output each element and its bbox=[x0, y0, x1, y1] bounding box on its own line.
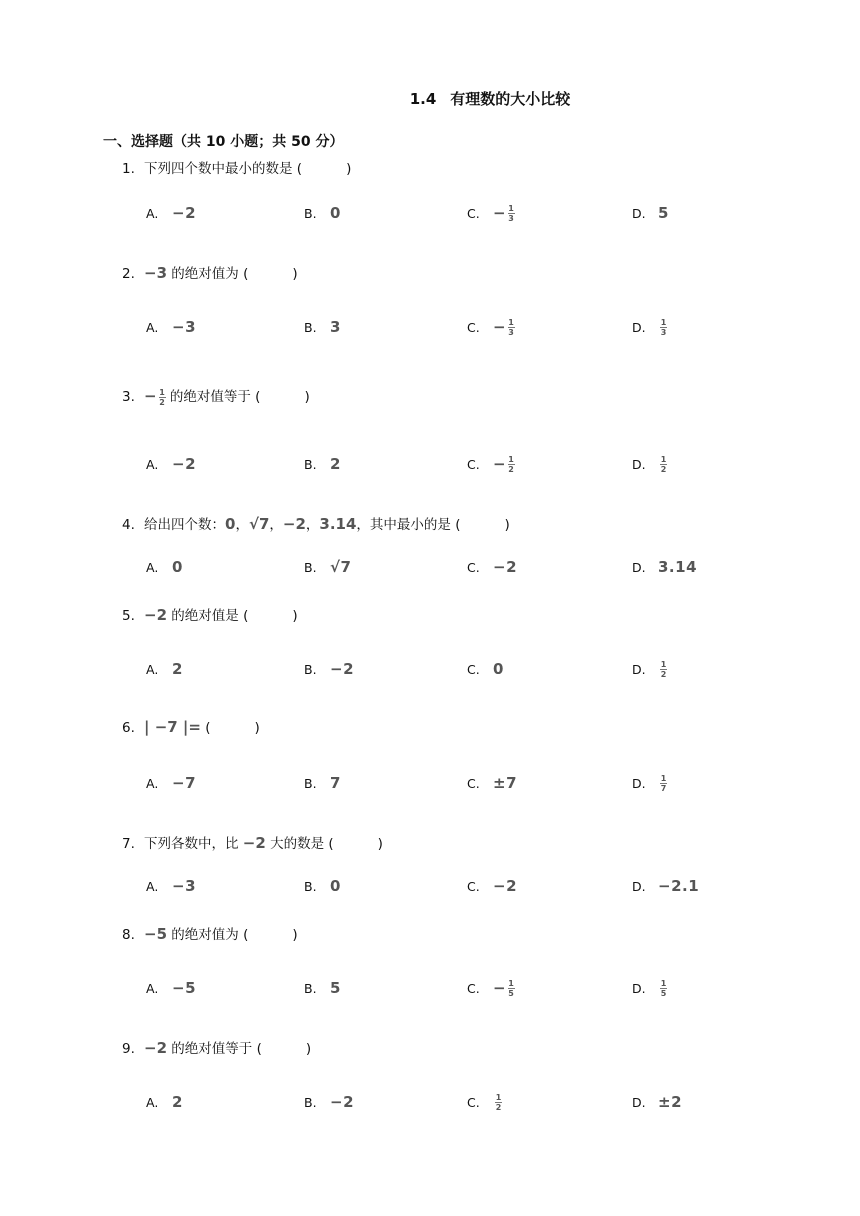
option-a[interactable]: A. 2 bbox=[146, 1093, 183, 1111]
fraction: $\frac{1}{3}$ bbox=[508, 203, 514, 223]
option-d[interactable]: D. $\frac{1}{5}$ bbox=[632, 978, 667, 998]
option-a[interactable]: A. −2 bbox=[146, 204, 197, 222]
fraction: $\frac{1}{5}$ bbox=[508, 978, 514, 998]
options-8 bbox=[0, 973, 860, 1003]
question-1: 1. 下列四个数中最小的数是 ( ) bbox=[122, 161, 352, 177]
title-number: 1.4 bbox=[409, 90, 437, 108]
option-c[interactable]: C. 0 bbox=[467, 660, 504, 678]
option-a[interactable]: A. 2 bbox=[146, 660, 183, 678]
option-c[interactable]: C. $\frac{1}{2}$ bbox=[467, 1092, 502, 1112]
fraction: $\frac{1}{2}$ bbox=[495, 1092, 502, 1112]
fraction: $\frac{1}{5}$ bbox=[660, 978, 667, 998]
question-9: 9. −2 的绝对值等于 ( ) bbox=[122, 1039, 312, 1057]
options-6 bbox=[0, 768, 860, 798]
option-c[interactable]: C. −2 bbox=[467, 558, 518, 576]
option-b[interactable]: B. −2 bbox=[304, 1093, 355, 1111]
option-c[interactable]: C. ±7 bbox=[467, 774, 518, 792]
option-d[interactable]: D. 3.14 bbox=[632, 558, 698, 576]
option-a[interactable]: A. −3 bbox=[146, 318, 197, 336]
options-7 bbox=[0, 871, 860, 901]
option-b[interactable]: B. 7 bbox=[304, 774, 341, 792]
question-3: 3. − $\frac{1}{2}$ 的绝对值等于 ( ) bbox=[122, 387, 310, 407]
option-b[interactable]: B. 3 bbox=[304, 318, 341, 336]
option-d[interactable]: D. $\frac{1}{7}$ bbox=[632, 773, 667, 793]
question-4: 4. 给出四个数：0，√7，−2，3.14，其中最小的是 ( ) bbox=[122, 515, 510, 533]
fraction: $\frac{1}{3}$ bbox=[660, 317, 667, 337]
question-8: 8. −5 的绝对值为 ( ) bbox=[122, 925, 298, 943]
option-b[interactable]: B. 0 bbox=[304, 877, 341, 895]
option-c[interactable]: C. − $\frac{1}{5}$ bbox=[467, 978, 514, 998]
options-2 bbox=[0, 312, 860, 342]
question-7: 7. 下列各数中，比 −2 大的数是 ( ) bbox=[122, 834, 383, 852]
option-b[interactable]: B. 5 bbox=[304, 979, 341, 997]
option-c[interactable]: C. −2 bbox=[467, 877, 518, 895]
options-3 bbox=[0, 449, 860, 479]
option-d[interactable]: D. $\frac{1}{3}$ bbox=[632, 317, 667, 337]
option-d[interactable]: D. −2.1 bbox=[632, 877, 700, 895]
option-a[interactable]: A. −2 bbox=[146, 455, 197, 473]
option-d[interactable]: D. 5 bbox=[632, 204, 669, 222]
fraction: $\frac{1}{2}$ bbox=[660, 659, 667, 679]
option-c[interactable]: C. − $\frac{1}{3}$ bbox=[467, 317, 514, 337]
title-text: 有理数的大小比较 bbox=[450, 90, 571, 108]
question-5: 5. −2 的绝对值是 ( ) bbox=[122, 606, 298, 624]
question-stem: 下列四个数中最小的数是 ( bbox=[144, 161, 303, 177]
fraction: $\frac{1}{2}$ bbox=[660, 454, 667, 474]
option-d[interactable]: D. $\frac{1}{2}$ bbox=[632, 659, 667, 679]
option-b[interactable]: B. √7 bbox=[304, 558, 352, 576]
option-c[interactable]: C. − $\frac{1}{3}$ bbox=[467, 203, 514, 223]
options-9 bbox=[0, 1087, 860, 1117]
option-a[interactable]: A. −5 bbox=[146, 979, 197, 997]
option-c[interactable]: C. − $\frac{1}{2}$ bbox=[467, 454, 514, 474]
option-a[interactable]: A. −7 bbox=[146, 774, 197, 792]
option-b[interactable]: B. 0 bbox=[304, 204, 341, 222]
section-heading: 一、选择题（共 10 小题；共 50 分） bbox=[103, 134, 344, 150]
option-a[interactable]: A. −3 bbox=[146, 877, 197, 895]
options-5 bbox=[0, 654, 860, 684]
option-d[interactable]: D. ±2 bbox=[632, 1093, 683, 1111]
fraction: $\frac{1}{7}$ bbox=[660, 773, 667, 793]
fraction: $\frac{1}{3}$ bbox=[508, 317, 514, 337]
option-b[interactable]: B. 2 bbox=[304, 455, 341, 473]
question-2: 2. −3 的绝对值为 ( ) bbox=[122, 264, 298, 282]
question-6: 6. | −7 |= ( ) bbox=[122, 718, 260, 736]
option-a[interactable]: A. 0 bbox=[146, 558, 183, 576]
page-title bbox=[60, 88, 860, 109]
options-1 bbox=[0, 198, 860, 228]
option-d[interactable]: D. $\frac{1}{2}$ bbox=[632, 454, 667, 474]
fraction: $\frac{1}{2}$ bbox=[508, 454, 514, 474]
fraction: $\frac{1}{2}$ bbox=[159, 387, 165, 407]
option-b[interactable]: B. −2 bbox=[304, 660, 355, 678]
options-4 bbox=[0, 552, 860, 582]
